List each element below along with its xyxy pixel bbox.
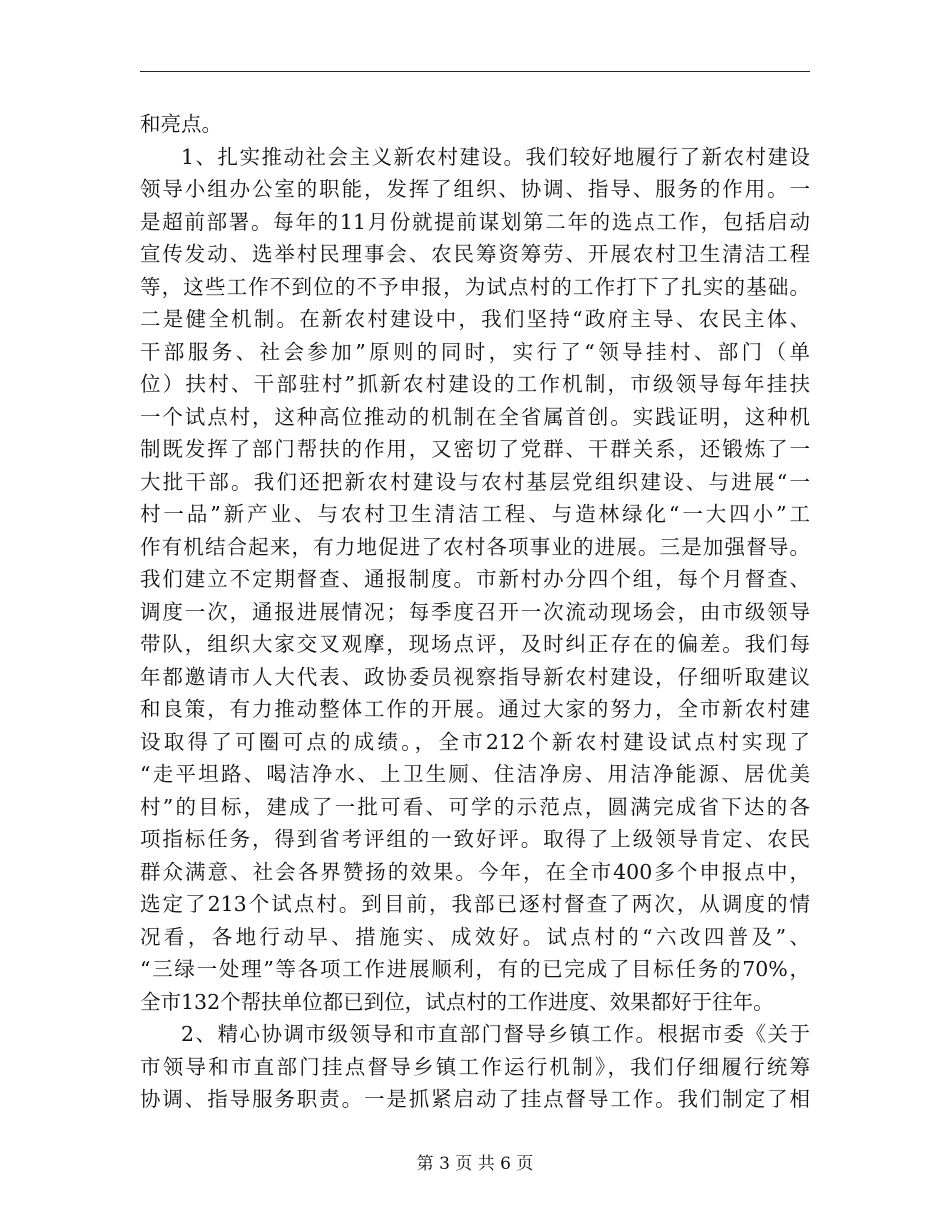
text-line: 制既发挥了部门帮扶的作用，又密切了党群、干群关系，还锻炼了一	[140, 437, 810, 461]
text-line: 带队，组织大家交叉观摩，现场点评，及时纠正存在的偏差。我们每	[140, 632, 810, 656]
text-line: 设取得了可圈可点的成绩。，全市212个新农村建设试点村实现了	[140, 729, 810, 754]
text-line: 位）扶村、干部驻村”抓新农村建设的工作机制，市级领导每年挂扶	[140, 372, 810, 396]
text-line: 和良策，有力推动整体工作的开展。通过大家的努力，全市新农村建	[140, 697, 810, 721]
page-number: 第 3 页 共 6 页	[416, 1154, 534, 1174]
text-line: 调度一次，通报进展情况；每季度召开一次流动现场会，由市级领导	[140, 599, 810, 624]
text-line: 和亮点。	[140, 112, 222, 136]
text-line: 市领导和市直部门挂点督导乡镇工作运行机制》，我们仔细履行统筹	[140, 1054, 810, 1079]
text-line: 选定了213个试点村。到目前，我部已逐村督查了两次，从调度的情	[140, 892, 810, 916]
body-text	[140, 108, 810, 1116]
header-rule	[140, 71, 810, 72]
text-line: 协调、指导服务职责。一是抓紧启动了挂点督导工作。我们制定了相	[140, 1087, 810, 1111]
text-line: 干部服务、社会参加”原则的同时，实行了“领导挂村、部门（单	[140, 339, 810, 364]
paragraph-start-line: 1、扎实推动社会主义新农村建设。我们较好地履行了新农村建设	[181, 144, 810, 169]
text-line: 我们建立不定期督查、通报制度。市新村办分四个组，每个月督查、	[140, 567, 810, 591]
text-line: “走平坦路、喝洁净水、上卫生厕、住洁净房、用洁净能源、居优美	[140, 762, 810, 786]
text-line: 村”的目标，建成了一批可看、可学的示范点，圆满完成省下达的各	[140, 794, 810, 819]
text-line: 二是健全机制。在新农村建设中，我们坚持“政府主导、农民主体、	[140, 307, 810, 331]
text-line: 一个试点村，这种高位推动的机制在全省属首创。实践证明，这种机	[140, 404, 810, 429]
text-line: 等，这些工作不到位的不予申报，为试点村的工作打下了扎实的基础。	[140, 274, 810, 299]
text-line: “三绿一处理”等各项工作进展顺利，有的已完成了目标任务的70%，	[140, 957, 810, 981]
text-line: 大批干部。我们还把新农村建设与农村基层党组织建设、与进展“一	[140, 469, 810, 494]
text-line: 是超前部署。每年的11月份就提前谋划第二年的选点工作，包括启动	[140, 209, 810, 234]
paragraph-start-line: 2、精心协调市级领导和市直部门督导乡镇工作。根据市委《关于	[181, 1022, 810, 1046]
text-line: 领导小组办公室的职能，发挥了组织、协调、指导、服务的作用。一	[140, 177, 810, 201]
text-line: 况看，各地行动早、措施实、成效好。试点村的“六改四普及”、	[140, 924, 810, 949]
text-line: 作有机结合起来，有力地促进了农村各项事业的进展。三是加强督导。	[140, 534, 810, 559]
text-line: 年都邀请市人大代表、政协委员视察指导新农村建设，仔细听取建议	[140, 664, 810, 689]
text-line: 群众满意、社会各界赞扬的效果。今年，在全市400多个申报点中，	[140, 859, 810, 884]
text-line: 宣传发动、选举村民理事会、农民筹资筹劳、开展农村卫生清洁工程	[140, 242, 810, 266]
text-line: 项指标任务，得到省考评组的一致好评。取得了上级领导肯定、农民	[140, 827, 810, 851]
text-line: 村一品”新产业、与农村卫生清洁工程、与造林绿化“一大四小”工	[140, 502, 810, 526]
text-line: 全市132个帮扶单位都已到位，试点村的工作进度、效果都好于往年。	[140, 989, 774, 1014]
